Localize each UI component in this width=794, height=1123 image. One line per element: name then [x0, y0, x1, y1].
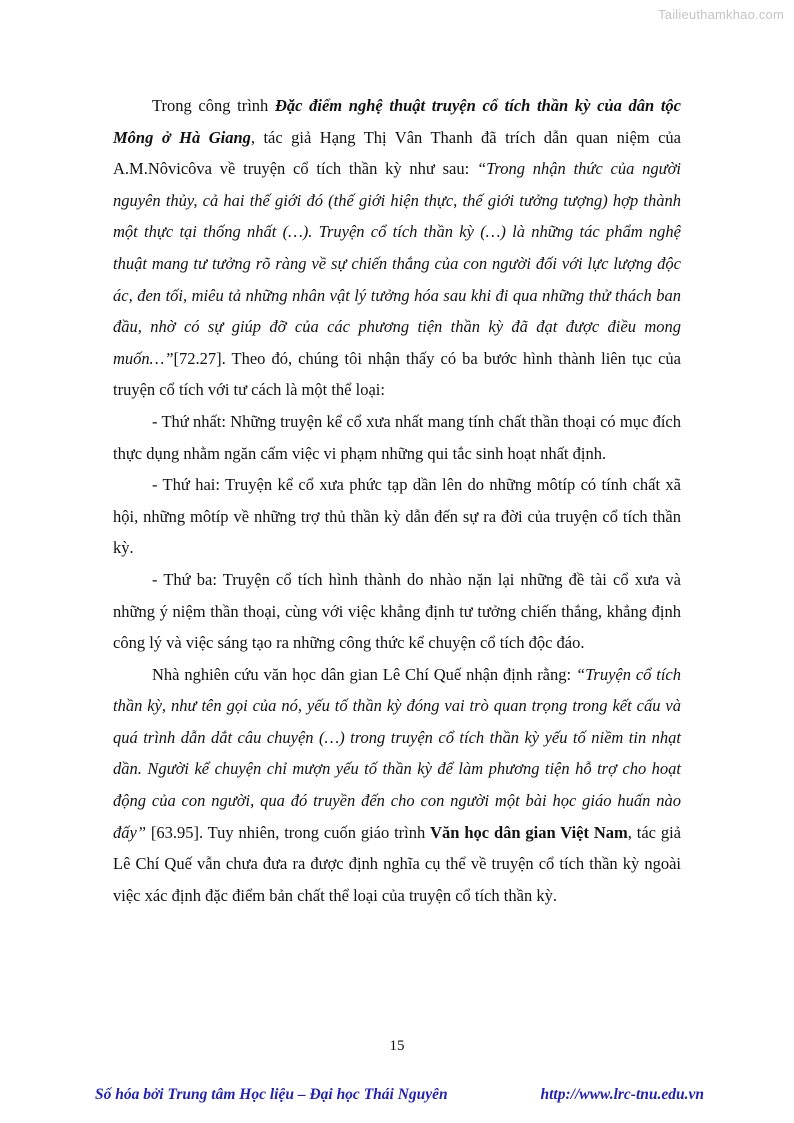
footer-attribution: Số hóa bởi Trung tâm Học liệu – Đại học Thái Nguyên: [95, 1086, 448, 1103]
paragraph-first-point: - Thứ nhất: Những truyện kể cổ xưa nhất mang tính chất thần thoại có mục đích thực dụng nhằm ngăn cấm việc vi phạm những qui tắc sinh hoạt nhất định.: [113, 411, 681, 463]
document-body: [113, 90, 681, 911]
site-watermark: Tailieuthamkhao.com: [658, 7, 784, 22]
paragraph-second-point: - Thứ hai: Truyện kể cổ xưa phức tạp dần lên do những môtíp có tính chất xã hội, những môtíp về những trợ thủ thần kỳ dẫn đến sự ra đời của truyện cổ tích thần kỳ.: [113, 475, 681, 558]
paragraph-intro-quote: Trong công trình Đặc điểm nghệ thuật truyện cổ tích thần kỳ của dân tộc Mông ở Hà Giang, tác giả Hạng Thị Vân Thanh đã trích dẫn quan niệm của A.M.Nôvicôva về truyện cổ tích thần kỳ như sau: “Trong nhận thức của người nguyên thủy, cả hai thế giới đó (thế giới hiện thực, thế giới tưởng tượng) hợp thành một thực tại thống nhất (…). Truyện cổ tích thần kỳ (…) là những tác phẩm nghệ thuật mang tư tưởng rõ ràng về sự chiến thắng của con người đối với lực lượng độc ác, đen tối, miêu tả những nhân vật lý tưởng hóa sau khi đi qua những thử thách ban đầu, nhờ có sự giúp đỡ của các phương tiện thần kỳ đã đạt được điều mong muốn…”[72.27]. Theo đó, chúng tôi nhận thấy có ba bước hình thành liên tục của truyện cổ tích với tư cách là một thể loại:: [113, 96, 681, 400]
page-number: 15: [389, 1038, 405, 1054]
paragraph-le-chi-que: Nhà nghiên cứu văn học dân gian Lê Chí Quế nhận định rằng: “Truyện cổ tích thần kỳ, như tên gọi của nó, yếu tố thần kỳ đóng vai trò quan trọng trong kết cấu và quá trình dẫn dắt câu chuyện (…) trong truyện cổ tích thần kỳ yếu tố niềm tin nhạt dần. Người kể chuyện chỉ mượn yếu tố thần kỳ để làm phương tiện hỗ trợ cho hoạt động của con người, qua đó truyền đến cho con người một bài học giáo huấn nào đấy” [63.95]. Tuy nhiên, trong cuốn giáo trình Văn học dân gian Việt Nam, tác giả Lê Chí Quế vẫn chưa đưa ra được định nghĩa cụ thể về truyện cổ tích thần kỳ ngoài việc xác định đặc điểm bản chất thể loại của truyện cổ tích thần kỳ.: [113, 664, 681, 905]
footer-url-link[interactable]: http://www.lrc-tnu.edu.vn: [540, 1086, 704, 1103]
paragraph-third-point: - Thứ ba: Truyện cổ tích hình thành do nhào nặn lại những đề tài cổ xưa và những ý niệm thần thoại, cùng với việc khẳng định tư tưởng chiến thắng, khẳng định công lý và việc sáng tạo ra những công thức kể chuyện cổ tích độc đáo.: [113, 569, 681, 653]
page-footer: [95, 1086, 704, 1104]
